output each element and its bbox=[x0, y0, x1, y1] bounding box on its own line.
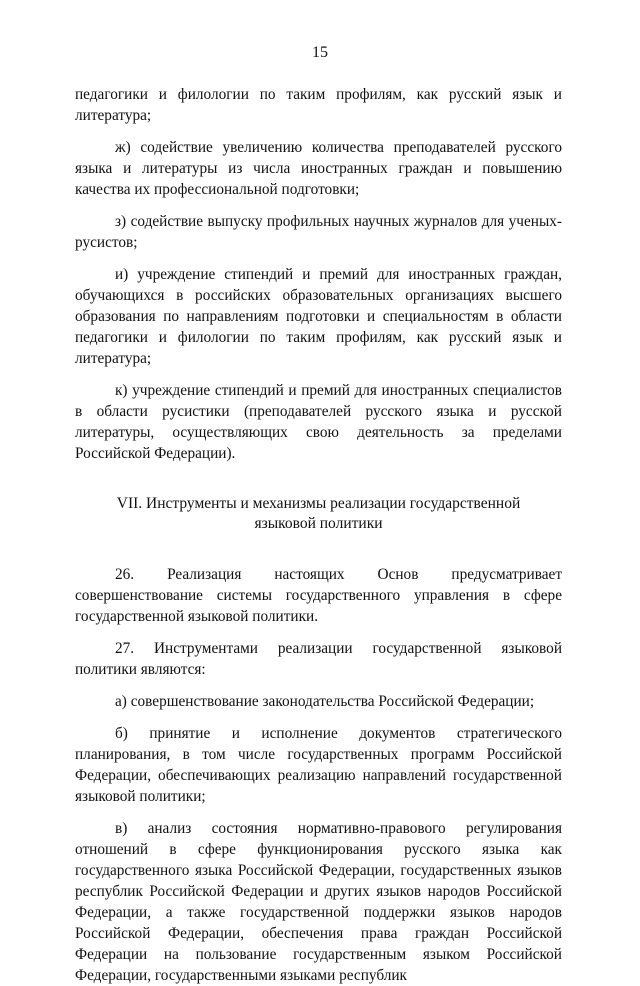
paragraph-gap bbox=[75, 126, 562, 137]
paragraph-gap bbox=[75, 807, 562, 818]
section-heading bbox=[75, 494, 562, 534]
document-body bbox=[75, 84, 562, 986]
paragraph-gap bbox=[75, 712, 562, 723]
section-heading-line-2: языковой политики bbox=[254, 515, 383, 532]
paragraph-continuation: педагогики и филологии по таким профилям, как русский язык и литература; bbox=[75, 86, 562, 124]
section-heading-line-1: VII. Инструменты и механизмы реализации государственной bbox=[116, 495, 521, 512]
paragraph-gap bbox=[75, 627, 562, 638]
list-item-a: а) совершенствование законодательства Российской Федерации; bbox=[115, 693, 535, 710]
paragraph-gap bbox=[75, 200, 562, 211]
paragraph-27: 27. Инструментами реализации государственной языковой политики являются: bbox=[75, 640, 562, 678]
list-item-v: в) анализ состояния нормативно-правового регулирования отношений в сфере функционирования русского языка как государственного языка Российской Федерации, государственных языков республик Российской Федерации и других языков народов Российской Федерации, а также государственной поддержки языков народов Российской Федерации, обеспечения права граждан Российской Федерации на пользование государственным языком Российской Федерации, государственными языками республик bbox=[75, 820, 562, 984]
list-item-zh: ж) содействие увеличению количества преподавателей русского языка и литературы из числа иностранных граждан и повышению качества их профессиональной подготовки; bbox=[75, 139, 562, 198]
list-item-k: к) учреждение стипендий и премий для иностранных специалистов в области русистики (преподавателей русского языка и русской литературы, осуществляющих свою деятельность за пределами Российской Федерации). bbox=[75, 382, 562, 462]
paragraph-26: 26. Реализация настоящих Основ предусматривает совершенствование системы государственного управления в сфере государственной языковой политики. bbox=[75, 566, 562, 625]
list-item-i: и) учреждение стипендий и премий для иностранных граждан, обучающихся в российских образовательных организациях высшего образования по направлениям подготовки и специальностям в области педагогики и филологии по таким профилям, как русский язык и литература; bbox=[75, 266, 562, 367]
list-item-z: з) содействие выпуску профильных научных журналов для ученых-русистов; bbox=[75, 213, 562, 251]
paragraph-gap bbox=[75, 369, 562, 380]
paragraph-gap bbox=[75, 680, 562, 691]
page-number: 15 bbox=[312, 44, 328, 61]
list-item-b: б) принятие и исполнение документов стратегического планирования, в том числе государственных программ Российской Федерации, обеспечивающих реализацию направлений государственной языковой политики; bbox=[75, 725, 562, 805]
paragraph-gap bbox=[75, 253, 562, 264]
